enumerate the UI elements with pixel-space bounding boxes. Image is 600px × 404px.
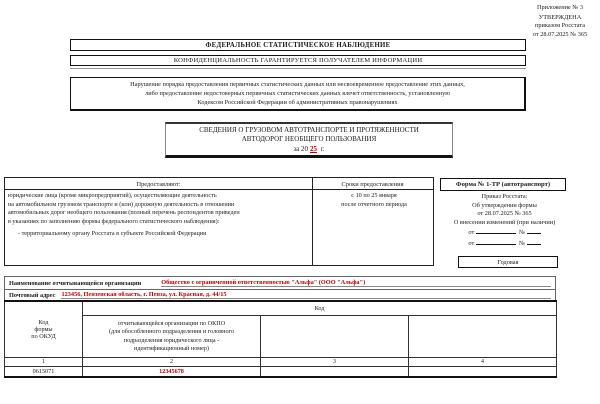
column-number: 4 xyxy=(409,358,557,367)
year-field[interactable]: 25 xyxy=(310,144,318,153)
order-info xyxy=(432,193,577,249)
number-label: № xyxy=(518,239,525,247)
okpo-header-line: подразделения юридического лица - xyxy=(123,336,220,344)
divider xyxy=(70,68,526,69)
approved-date: от 28.07.2025 № 365 xyxy=(532,30,588,38)
column-number: 3 xyxy=(261,358,409,367)
warning-line: Кодексом Российской Федерации об административных правонарушениях xyxy=(197,99,398,106)
terms-cell xyxy=(315,192,433,209)
address-label: Почтовый адрес xyxy=(9,291,56,299)
appendix-number: Приложение № 3 xyxy=(536,4,584,11)
report-title xyxy=(165,122,453,158)
form-number: Форма № 1-ТР (автотранспорт) xyxy=(440,178,566,191)
codes-table xyxy=(4,300,557,378)
respondents-table xyxy=(4,177,434,266)
recipient-item: - территориальному органу Росстата в субъекте Российской Федерации xyxy=(18,230,207,238)
periodicity-badge: Годовая xyxy=(458,256,558,268)
change-number-field[interactable] xyxy=(527,227,541,234)
terms-header: Сроки предоставления xyxy=(341,180,404,188)
terms-text: с 10 по 25 января xyxy=(351,192,397,199)
approved-by: приказом Росстата xyxy=(534,22,585,30)
approval-date: от 28.07.2025 № 365 xyxy=(477,210,532,218)
code-col3-header xyxy=(261,316,409,358)
federal-observation-title: ФЕДЕРАЛЬНОЕ СТАТИСТИЧЕСКОЕ НАБЛЮДЕНИЕ xyxy=(70,39,526,51)
column-number: 2 xyxy=(83,358,261,367)
respondents-text: в указаниях по заполнению формы федерального статистического наблюдения): xyxy=(8,217,220,225)
from-label: от xyxy=(468,239,475,247)
respondents-cell xyxy=(8,192,313,239)
okpo-header-line: (для обособленного подразделения и головного xyxy=(108,328,235,336)
okpo-header xyxy=(83,316,261,358)
change-row-1 xyxy=(432,227,577,238)
warning-line: Нарушение порядка предоставления первичных статистических данных или несвоевременное предоставление этих данных, xyxy=(130,81,465,88)
okpo-code-field[interactable]: 12345678 xyxy=(83,367,261,378)
order-label: Приказ Росстата: xyxy=(481,193,528,200)
okpo-header-line: идентификационный номер) xyxy=(134,344,209,352)
approved-label: УТВЕРЖДЕНА xyxy=(538,14,582,22)
respondents-text: юридические лица (кроме микропредприятий), осуществляющие деятельность xyxy=(8,192,217,199)
respondents-text: автомобильных дорог необщего пользования (полный перечень респондентов приведен xyxy=(8,209,240,217)
number-label: № xyxy=(518,229,525,237)
warning-line: либо предоставление недостоверных первичных статистических данных влечет ответственность, установленную xyxy=(145,90,450,97)
change-date-field[interactable] xyxy=(476,227,516,234)
report-year xyxy=(166,145,452,154)
confidentiality-banner: КОНФИДЕНЦИАЛЬНОСТЬ ГАРАНТИРУЕТСЯ ПОЛУЧАТЕЛЕМ ИНФОРМАЦИИ xyxy=(70,55,526,66)
legal-warning xyxy=(70,77,526,111)
appendix-note xyxy=(520,4,600,39)
okud-header-line: Код xyxy=(38,319,49,326)
column-number: 1 xyxy=(5,358,83,367)
approval-label: Об утверждении формы xyxy=(472,201,537,209)
respondents-header: Предоставляют: xyxy=(136,180,181,188)
okpo-header-line: отчитывающейся организации по ОКПО xyxy=(117,319,226,327)
table-row xyxy=(5,367,557,378)
report-title-line: АВТОДОРОГ НЕОБЩЕГО ПОЛЬЗОВАНИЯ xyxy=(241,135,377,144)
report-title-line: СВЕДЕНИЯ О ГРУЗОВОМ АВТОТРАНСПОРТЕ И ПРОТЯЖЕННОСТИ xyxy=(199,126,419,134)
code-header: Код xyxy=(83,301,557,316)
okud-header xyxy=(5,301,83,358)
terms-text: после отчетного периода xyxy=(341,200,407,208)
respondents-text: на автомобильном грузовом транспорте и (или) дорожную деятельность в отношении xyxy=(8,200,235,208)
code-col4-header xyxy=(409,316,557,358)
respondents-table-header xyxy=(5,178,433,190)
code-col4-field[interactable] xyxy=(409,367,557,378)
org-name-label: Наименование отчитывающейся организации xyxy=(9,279,142,287)
okud-header-line: по ОКУД xyxy=(31,333,56,340)
year-suffix: г. xyxy=(320,144,325,153)
from-label: от xyxy=(468,229,475,237)
change-number-field[interactable] xyxy=(527,238,541,245)
changes-label: О внесении изменений (при наличии) xyxy=(453,218,556,226)
change-date-field[interactable] xyxy=(476,238,516,245)
organization-block xyxy=(4,276,556,300)
code-col3-field[interactable] xyxy=(261,367,409,378)
change-row-2 xyxy=(432,238,577,249)
address-field[interactable]: 123456, Пензенская область, г. Пенза, ул. Красная, д. 44/15 xyxy=(61,291,551,299)
org-name-field[interactable]: Общество с ограниченной ответственностью "Альфа" (ООО "Альфа") xyxy=(161,279,551,287)
year-prefix: за 20 xyxy=(293,144,309,153)
okud-code-cell: 0615071 xyxy=(5,367,83,378)
okud-header-line: формы xyxy=(34,326,53,333)
